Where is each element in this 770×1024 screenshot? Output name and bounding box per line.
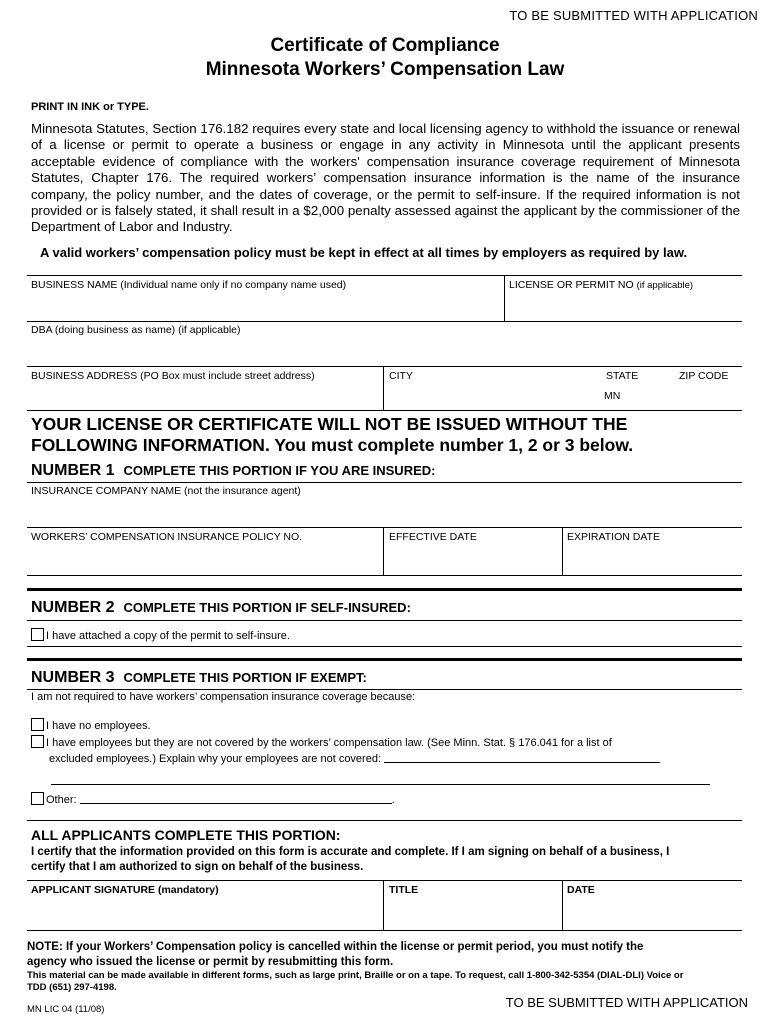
self-insured-checkbox[interactable] — [31, 628, 44, 641]
other-checkbox[interactable] — [31, 792, 44, 805]
zip-label: ZIP CODE — [679, 370, 729, 382]
accessibility-line2: TDD (651) 297-4198. — [27, 982, 117, 993]
expiration-date-label: EXPIRATION DATE — [567, 531, 660, 543]
not-covered-checkbox[interactable] — [31, 735, 44, 748]
policy-number-label: WORKERS’ COMPENSATION INSURANCE POLICY NO. — [31, 531, 303, 543]
effective-date-label: EFFECTIVE DATE — [389, 531, 477, 543]
city-field[interactable] — [384, 367, 594, 410]
number3-top-rule — [27, 689, 742, 690]
note-line2: agency who issued the license or permit by resubmitting this form. — [27, 956, 394, 968]
business-address-label: BUSINESS ADDRESS (PO Box must include street address) — [31, 370, 315, 382]
signature-bottom-rule — [27, 930, 742, 931]
submit-note-top: TO BE SUBMITTED WITH APPLICATION — [509, 8, 758, 23]
exempt-intro: I am not required to have workers’ compensation insurance coverage because: — [31, 691, 416, 703]
other-option: Other: . — [31, 792, 395, 806]
signature-label: APPLICANT SIGNATURE (mandatory) — [31, 884, 219, 896]
license-number-label: LICENSE OR PERMIT NO (if applicable) — [509, 279, 694, 291]
state-value: MN — [604, 390, 621, 402]
number1-heading: NUMBER 1 COMPLETE THIS PORTION IF YOU ARE INSURED: — [31, 462, 436, 479]
accessibility-line1: This material can be made available in different forms, such as large print, Braille or on a tape. To request, call 1-800-342-5354 (DIAL-DLI) Voice or — [27, 970, 684, 981]
dba-label: DBA (doing business as name) (if applicable) — [31, 324, 241, 336]
applicants-heading: ALL APPLICANTS COMPLETE THIS PORTION: — [31, 827, 341, 843]
self-insured-option: I have attached a copy of the permit to self-insure. — [31, 628, 290, 642]
address-bottom-rule — [27, 410, 742, 411]
print-instruction: PRINT IN INK or TYPE. — [31, 101, 149, 113]
form-id: MN LIC 04 (11/08) — [27, 1004, 105, 1015]
form-subtitle: Minnesota Workers’ Compensation Law — [205, 59, 565, 80]
number2-top-rule — [27, 620, 742, 621]
note-line1: NOTE: If your Workers’ Compensation policy is cancelled within the license or permit period, you must notify the — [27, 941, 644, 953]
date-label: DATE — [567, 884, 595, 896]
warning-line1: YOUR LICENSE OR CERTIFICATE WILL NOT BE ISSUED WITHOUT THE — [31, 414, 628, 434]
policy-bottom-rule — [27, 575, 742, 576]
not-covered-explain: excluded employees.) Explain why your employees are not covered: — [49, 751, 660, 765]
warning-line2: FOLLOWING INFORMATION. You must complete number 1, 2 or 3 below. — [31, 435, 634, 455]
submit-note-bottom: TO BE SUBMITTED WITH APPLICATION — [505, 995, 748, 1010]
no-employees-option: I have no employees. — [31, 718, 151, 732]
form-title: Certificate of Compliance — [270, 35, 500, 56]
not-covered-option: I have employees but they are not covered by the workers’ compensation law. (See Minn. Stat. § 176.041 for a list of — [31, 735, 612, 749]
applicants-top-rule — [27, 820, 742, 821]
number2-heading: NUMBER 2 COMPLETE THIS PORTION IF SELF-INSURED: — [31, 599, 411, 616]
valid-policy-notice: A valid workers’ compensation policy must be kept in effect at all times by employers as required by law. — [40, 245, 688, 260]
certify-line2: certify that I am authorized to sign on behalf of the business. — [31, 861, 364, 873]
city-label: CITY — [389, 370, 413, 382]
explain-input[interactable] — [384, 751, 660, 763]
insurance-company-label: INSURANCE COMPANY NAME (not the insurance agent) — [31, 485, 301, 497]
state-label: STATE — [606, 370, 639, 382]
number3-thick-rule — [27, 658, 742, 661]
certify-line1: I certify that the information provided on this form is accurate and complete. If I am signing on behalf of a business, I — [31, 846, 670, 858]
business-name-label: BUSINESS NAME (Individual name only if no company name used) — [31, 279, 347, 291]
number3-heading: NUMBER 3 COMPLETE THIS PORTION IF EXEMPT: — [31, 669, 367, 686]
statute-paragraph: Minnesota Statutes, Section 176.182 requires every state and local licensing agency to withhold the issuance or renewal of a license or permit to operate a business or engage in any activity in Minnesota until the applicant presents acceptable evidence of compliance with the workers' compensation insurance coverage requirement of Minnesota Statutes, Chapter 176. The required workers’ compensation insurance information is the name of the insurance company, the policy number, and the dates of coverage, or the permit to self-insure. If the required information is not provided or is falsely stated, it shall result in a $2,000 penalty assessed against the applicant by the commissioner of the Department of Labor and Industry. — [31, 121, 740, 235]
other-input[interactable] — [80, 792, 392, 804]
no-employees-checkbox[interactable] — [31, 718, 44, 731]
number2-bottom-rule — [27, 646, 742, 647]
number2-thick-rule — [27, 588, 742, 591]
explain-continuation-line[interactable] — [51, 784, 710, 785]
title-label: TITLE — [389, 884, 419, 896]
